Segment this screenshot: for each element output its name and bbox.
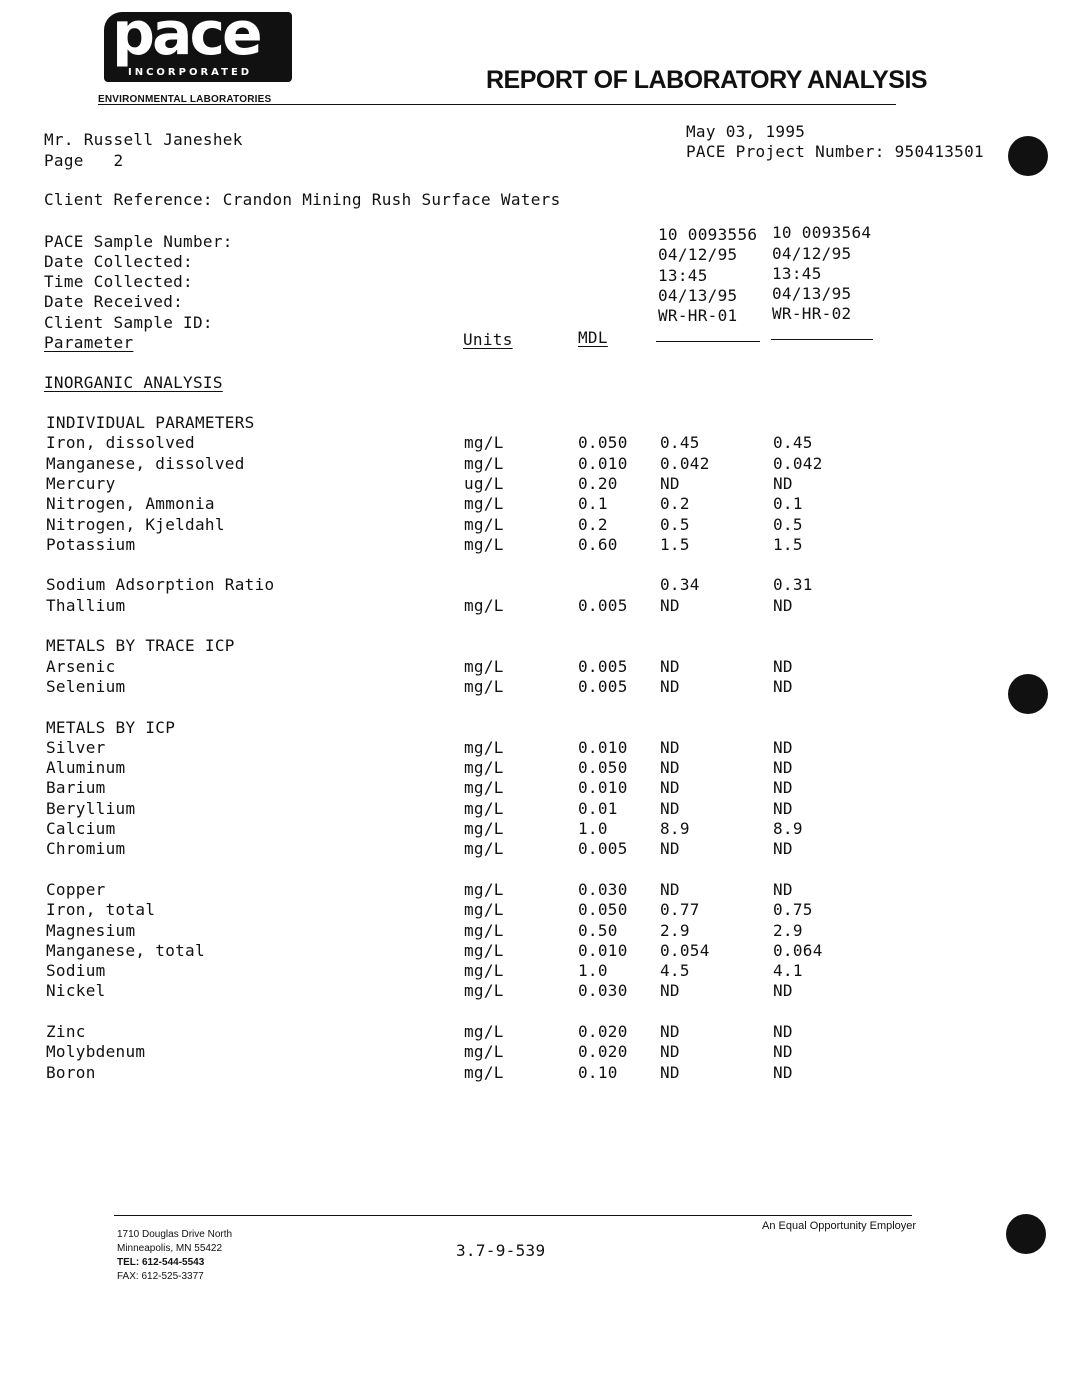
label-client-sample-id: Client Sample ID:: [44, 313, 213, 332]
label-sample-number: PACE Sample Number:: [44, 232, 233, 251]
parameter-mdl: 0.050: [578, 900, 628, 920]
column-header-parameter: Parameter: [44, 333, 134, 352]
sample1-result: ND: [660, 839, 680, 859]
binder-hole: [1008, 674, 1048, 714]
parameter-mdl: 0.030: [578, 879, 628, 899]
group-title: [0, 636, 1068, 656]
sample1-result: ND: [660, 1062, 680, 1082]
client-reference: Client Reference: Crandon Mining Rush Surface Waters: [44, 190, 561, 209]
sample1-number: 10 0093556: [658, 225, 758, 244]
parameter-mdl: 0.010: [578, 778, 628, 798]
sample1-result: 1.5: [660, 534, 690, 554]
parameter-name: Iron, dissolved: [46, 433, 195, 453]
parameter-unit: mg/L: [464, 676, 504, 696]
sample2-result: 0.75: [773, 900, 813, 920]
sample2-result: ND: [773, 676, 793, 696]
sample1-result: ND: [660, 595, 680, 615]
page-number: Page 2: [44, 151, 124, 170]
parameter-unit: mg/L: [464, 453, 504, 473]
table-row: [0, 758, 1068, 778]
parameter-name: Beryllium: [46, 798, 136, 818]
logo-division: ENVIRONMENTAL LABORATORIES: [98, 94, 272, 105]
table-row: [0, 657, 1068, 677]
sample1-result: ND: [660, 879, 680, 899]
table-row: [0, 981, 1068, 1001]
footer-fax: FAX: 612-525-3377: [117, 1271, 204, 1282]
sample1-result: 0.77: [660, 900, 700, 920]
sample2-result: ND: [773, 778, 793, 798]
parameter-mdl: 0.010: [578, 737, 628, 757]
sample1-result: 8.9: [660, 819, 690, 838]
recipient-name: Mr. Russell Janeshek: [44, 130, 243, 149]
header-rule: [98, 104, 896, 105]
table-row: [0, 799, 1068, 819]
parameter-unit: mg/L: [464, 819, 504, 838]
parameter-unit: mg/L: [464, 940, 504, 960]
parameter-mdl: 1.0: [578, 961, 608, 981]
sample2-result: ND: [773, 839, 793, 859]
group-title: [0, 413, 1068, 433]
project-number: PACE Project Number: 950413501: [686, 142, 984, 161]
table-row: [0, 880, 1068, 900]
sample2-number: 10 0093564: [772, 223, 872, 242]
parameter-unit: mg/L: [464, 1042, 504, 1062]
sample2-result: ND: [773, 737, 793, 757]
footer-address-line1: 1710 Douglas Drive North: [117, 1229, 233, 1240]
parameter-mdl: 0.050: [578, 433, 628, 453]
sample2-result: 0.31: [773, 575, 813, 595]
parameter-name: Barium: [46, 778, 106, 798]
table-row: [0, 677, 1068, 697]
sample2-client-id: WR-HR-02: [772, 304, 852, 323]
parameter-unit: mg/L: [464, 1062, 504, 1082]
parameter-name: Arsenic: [46, 656, 116, 676]
parameter-unit: mg/L: [464, 737, 504, 757]
parameter-name: Selenium: [46, 676, 126, 696]
sample1-time-collected: 13:45: [658, 266, 708, 285]
label-time-collected: Time Collected:: [44, 272, 193, 291]
parameter-unit: mg/L: [464, 494, 504, 514]
sample1-result: 0.054: [660, 940, 710, 960]
column-header-mdl: MDL: [578, 328, 608, 347]
parameter-unit: mg/L: [464, 879, 504, 899]
parameter-name: Sodium: [46, 961, 106, 981]
parameter-name: Mercury: [46, 473, 116, 493]
table-row: [0, 738, 1068, 758]
footer-rule: [114, 1215, 912, 1216]
table-row: [0, 494, 1068, 514]
sample1-date-collected: 04/12/95: [658, 245, 738, 264]
sample1-result: ND: [660, 473, 680, 493]
parameter-name: Chromium: [46, 839, 126, 859]
binder-hole: [1006, 1214, 1046, 1254]
sample2-result: ND: [773, 595, 793, 615]
parameter-unit: mg/L: [464, 433, 504, 453]
parameter-mdl: 0.020: [578, 1022, 628, 1041]
parameter-mdl: 1.0: [578, 819, 608, 838]
sample1-result: ND: [660, 1022, 680, 1041]
table-row: [0, 819, 1068, 839]
sample2-result: ND: [773, 1022, 793, 1041]
parameter-mdl: 0.50: [578, 920, 618, 940]
parameter-unit: mg/L: [464, 900, 504, 920]
footer-address: [117, 1228, 232, 1284]
sample1-date-received: 04/13/95: [658, 286, 738, 305]
sample1-result: 0.042: [660, 453, 710, 473]
sample1-client-id: WR-HR-01: [658, 306, 738, 325]
sample2-result: ND: [773, 1062, 793, 1082]
parameter-unit: mg/L: [464, 758, 504, 778]
sample1-result: ND: [660, 798, 680, 818]
parameter-unit: mg/L: [464, 778, 504, 798]
table-row: [0, 474, 1068, 494]
report-title: REPORT OF LABORATORY ANALYSIS: [486, 66, 928, 94]
sample2-result: ND: [773, 879, 793, 899]
table-row: [0, 575, 1068, 595]
sample1-result: 0.2: [660, 494, 690, 514]
parameter-mdl: 0.01: [578, 798, 618, 818]
sample2-result: 8.9: [773, 819, 803, 838]
sample1-result: 4.5: [660, 961, 690, 981]
label-date-collected: Date Collected:: [44, 252, 193, 271]
label-date-received: Date Received:: [44, 292, 184, 311]
parameter-name: Copper: [46, 879, 106, 899]
parameter-unit: mg/L: [464, 839, 504, 859]
table-row: [0, 961, 1068, 981]
parameter-mdl: 0.010: [578, 453, 628, 473]
column-header-units: Units: [463, 330, 513, 349]
sample1-result: 0.34: [660, 575, 700, 595]
parameter-name: Iron, total: [46, 900, 156, 920]
parameter-name: Calcium: [46, 819, 116, 838]
table-row: [0, 900, 1068, 920]
binder-hole: [1008, 136, 1048, 176]
sample2-result: ND: [773, 473, 793, 493]
group-title-text: METALS BY ICP: [46, 717, 176, 737]
table-row: [0, 596, 1068, 616]
parameter-unit: mg/L: [464, 656, 504, 676]
parameter-name: Magnesium: [46, 920, 136, 940]
parameter-mdl: 0.60: [578, 534, 618, 554]
logo-word: pace: [112, 0, 260, 69]
table-row: [0, 1042, 1068, 1062]
sample2-date-received: 04/13/95: [772, 284, 852, 303]
table-row: [0, 454, 1068, 474]
sample2-result: 1.5: [773, 534, 803, 554]
sample2-result: ND: [773, 798, 793, 818]
parameter-mdl: 0.030: [578, 981, 628, 1001]
sample1-result: ND: [660, 758, 680, 778]
sample2-time-collected: 13:45: [772, 264, 822, 283]
parameter-unit: mg/L: [464, 798, 504, 818]
parameter-mdl: 0.1: [578, 494, 608, 514]
sample2-result: ND: [773, 1042, 793, 1062]
sample2-result: ND: [773, 758, 793, 778]
sample2-rule: [771, 339, 873, 340]
parameter-name: Nitrogen, Kjeldahl: [46, 514, 225, 534]
table-row: [0, 921, 1068, 941]
footer-address-line2: Minneapolis, MN 55422: [117, 1243, 223, 1254]
sample2-result: 0.1: [773, 494, 803, 514]
parameter-mdl: 0.050: [578, 758, 628, 778]
parameter-unit: mg/L: [464, 981, 504, 1001]
parameter-unit: mg/L: [464, 920, 504, 940]
sample2-result: ND: [773, 656, 793, 676]
table-row: [0, 535, 1068, 555]
sample2-result: 4.1: [773, 961, 803, 981]
parameter-name: Nitrogen, Ammonia: [46, 494, 215, 514]
parameter-mdl: 0.2: [578, 514, 608, 534]
pace-logo: [104, 0, 292, 82]
sample2-result: ND: [773, 981, 793, 1001]
sample2-date-collected: 04/12/95: [772, 244, 852, 263]
sample1-result: 0.5: [660, 514, 690, 534]
parameter-name: Potassium: [46, 534, 136, 554]
parameter-name: Boron: [46, 1062, 96, 1082]
table-row: [0, 515, 1068, 535]
sample2-result: 0.5: [773, 514, 803, 534]
parameter-unit: mg/L: [464, 514, 504, 534]
sample1-result: ND: [660, 1042, 680, 1062]
sample1-result: 2.9: [660, 920, 690, 940]
group-title-text: INDIVIDUAL PARAMETERS: [46, 413, 255, 432]
table-row: [0, 778, 1068, 798]
parameter-unit: mg/L: [464, 534, 504, 554]
document-number: 3.7-9-539: [456, 1241, 546, 1260]
parameter-name: Aluminum: [46, 758, 126, 778]
footer-tel: TEL: 612-544-5543: [117, 1257, 205, 1268]
table-row: [0, 839, 1068, 859]
table-row: [0, 941, 1068, 961]
sample1-result: ND: [660, 676, 680, 696]
parameter-unit: mg/L: [464, 1022, 504, 1041]
parameter-mdl: 0.005: [578, 595, 628, 615]
parameter-name: Nickel: [46, 981, 106, 1001]
sample1-result: ND: [660, 737, 680, 757]
sample1-result: ND: [660, 656, 680, 676]
parameter-unit: mg/L: [464, 961, 504, 981]
report-date: May 03, 1995: [686, 122, 806, 141]
parameter-mdl: 0.005: [578, 676, 628, 696]
sample1-result: 0.45: [660, 433, 700, 453]
table-row: [0, 1022, 1068, 1042]
equal-opportunity-statement: An Equal Opportunity Employer: [762, 1220, 917, 1232]
sample2-result: 0.45: [773, 433, 813, 453]
sample1-result: ND: [660, 981, 680, 1001]
group-title-text: METALS BY TRACE ICP: [46, 636, 235, 656]
parameter-mdl: 0.005: [578, 656, 628, 676]
logo-incorporated: INCORPORATED: [128, 67, 253, 78]
sample1-result: ND: [660, 778, 680, 798]
parameter-name: Zinc: [46, 1022, 86, 1041]
parameter-name: Manganese, total: [46, 940, 205, 960]
parameter-name: Silver: [46, 737, 106, 757]
sample2-result: 0.042: [773, 453, 823, 473]
parameter-unit: ug/L: [464, 473, 504, 493]
parameter-mdl: 0.020: [578, 1042, 628, 1062]
parameter-mdl: 0.010: [578, 940, 628, 960]
sample1-rule: [656, 341, 760, 342]
parameter-name: Molybdenum: [46, 1042, 146, 1062]
section-title: INORGANIC ANALYSIS: [44, 373, 223, 392]
sample2-result: 0.064: [773, 940, 823, 960]
parameter-mdl: 0.10: [578, 1062, 618, 1082]
parameter-name: Manganese, dissolved: [46, 453, 245, 473]
sample2-result: 2.9: [773, 920, 803, 940]
table-row: [0, 433, 1068, 453]
parameter-mdl: 0.005: [578, 839, 628, 859]
parameter-unit: mg/L: [464, 595, 504, 615]
parameter-name: Thallium: [46, 595, 126, 615]
group-title: [0, 718, 1068, 738]
parameter-mdl: 0.20: [578, 473, 618, 493]
parameter-name: Sodium Adsorption Ratio: [46, 575, 275, 595]
table-row: [0, 1063, 1068, 1083]
